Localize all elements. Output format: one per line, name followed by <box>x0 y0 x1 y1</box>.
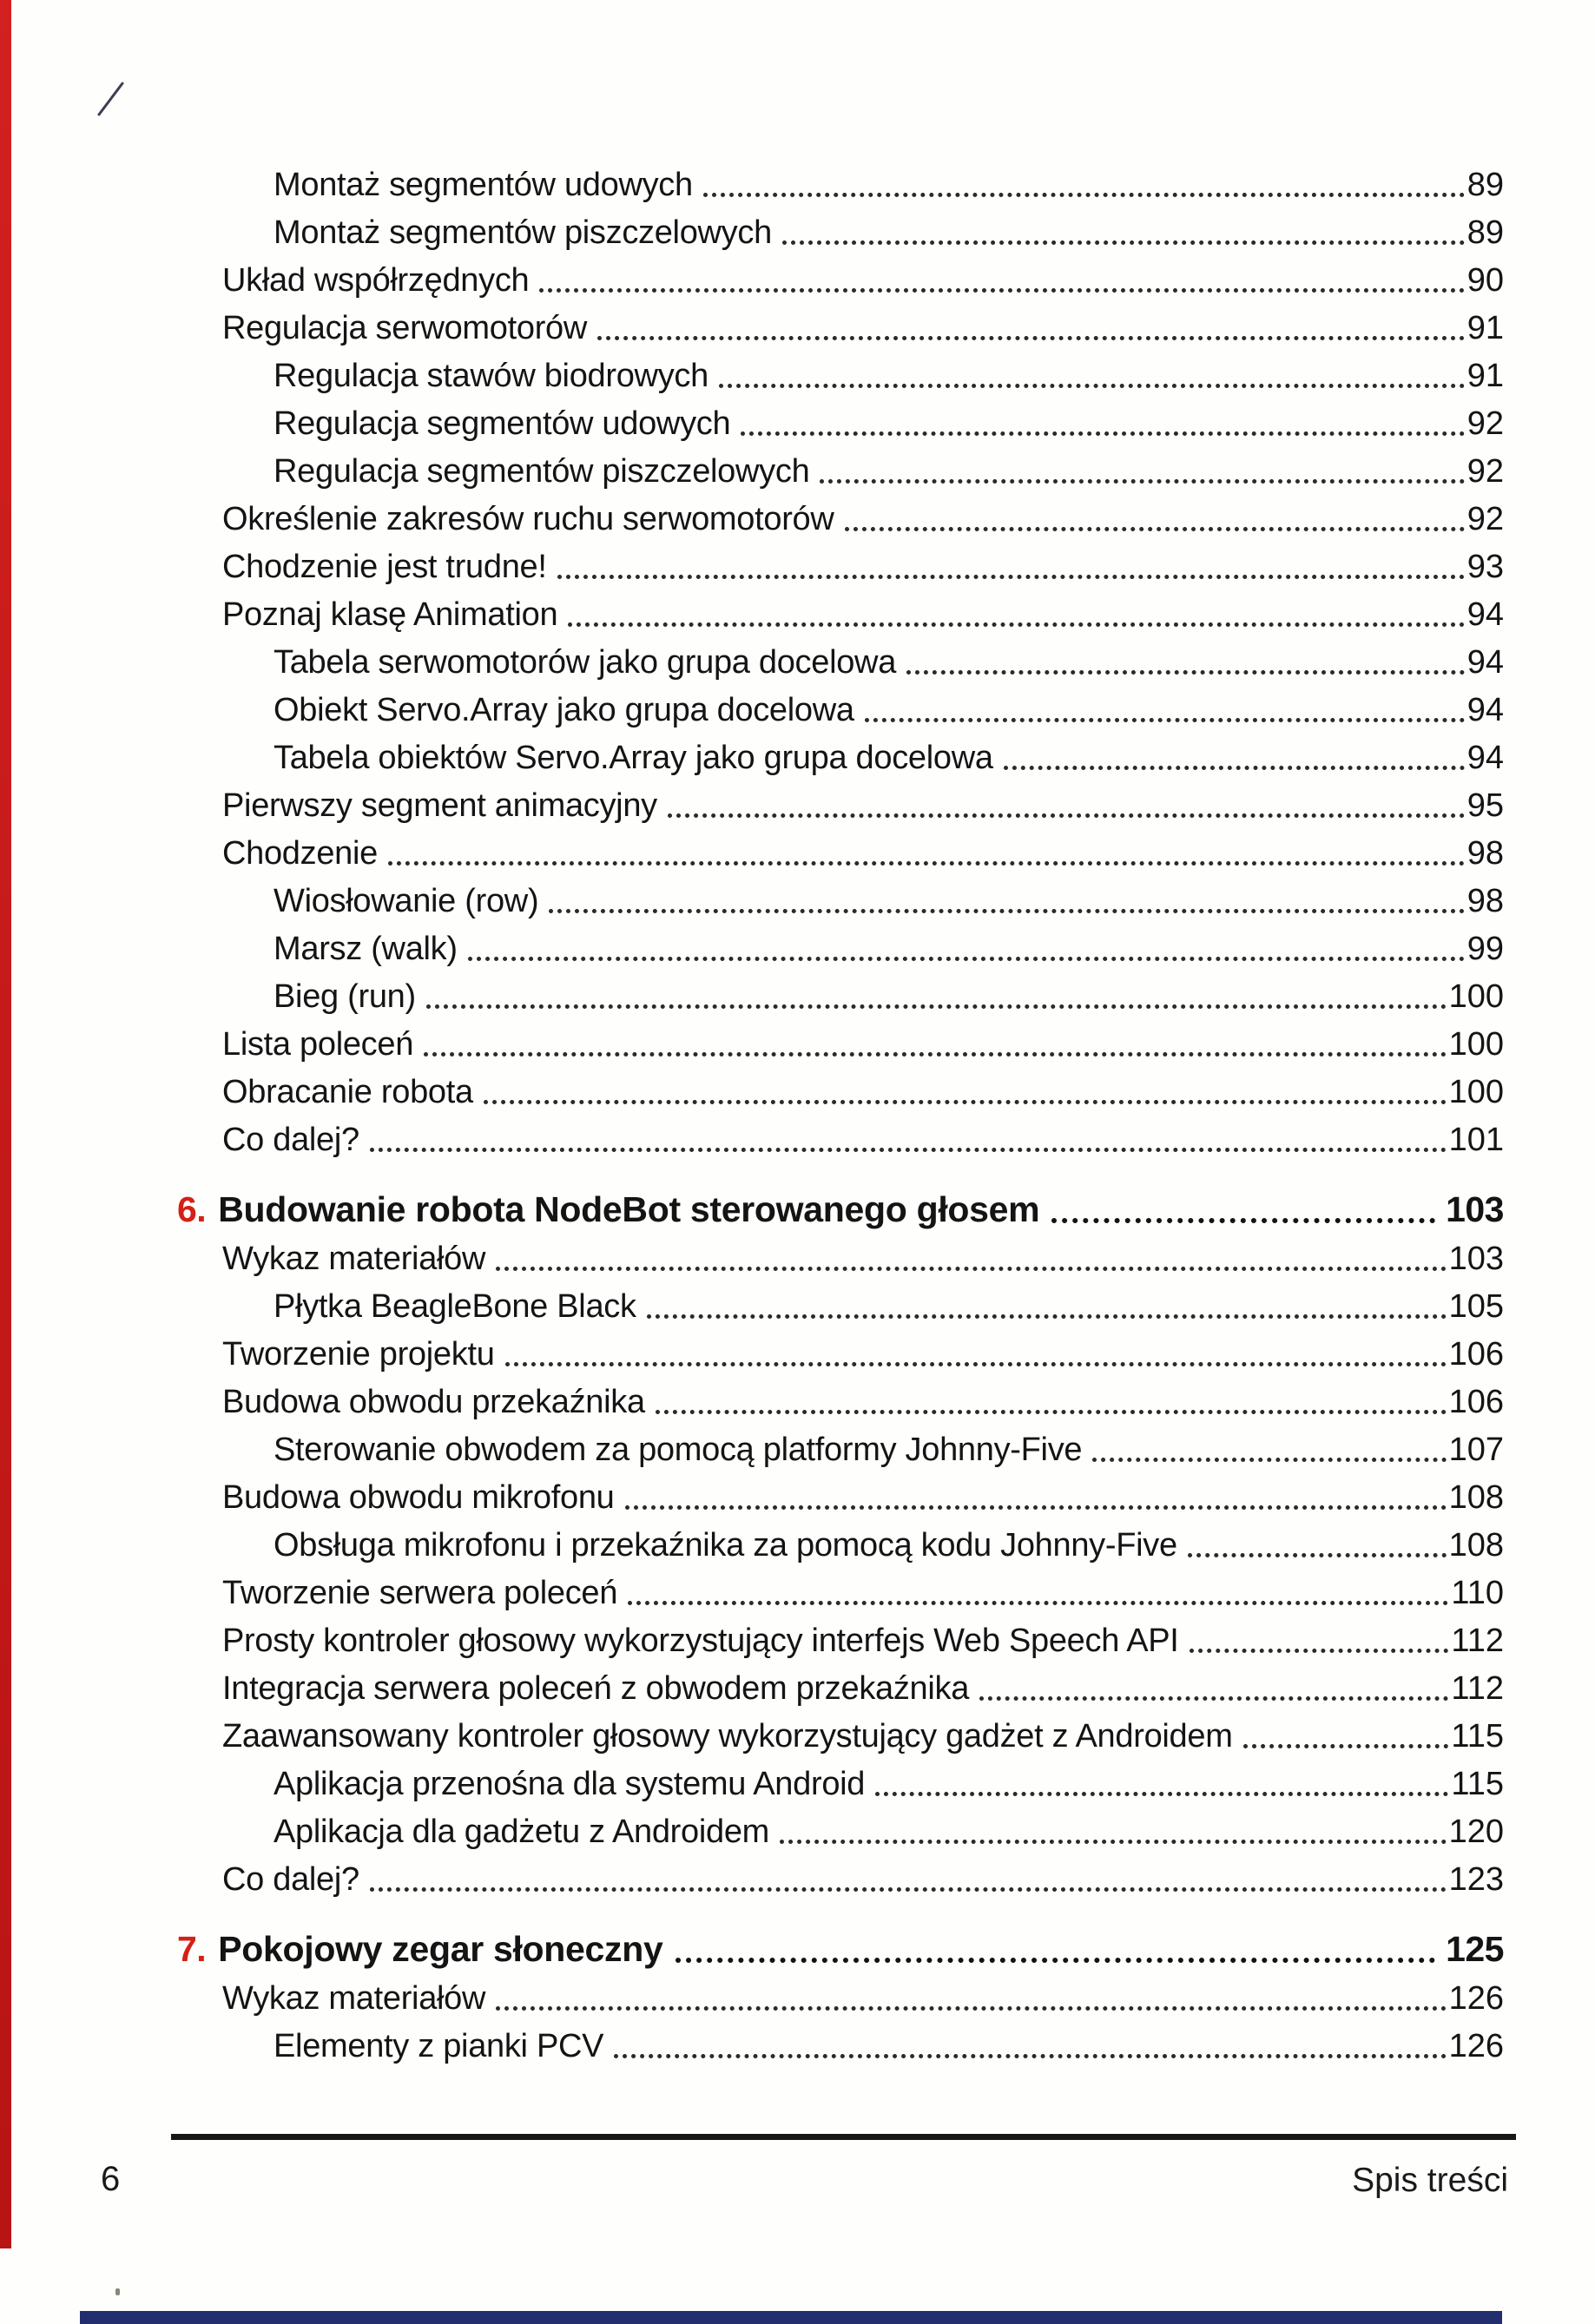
toc-page-number: 115 <box>1451 1718 1504 1755</box>
toc-entry-label: Wiosłowanie (row) <box>274 883 539 919</box>
dot-leader <box>656 1410 1447 1414</box>
chapter-number: 6. <box>177 1189 207 1229</box>
toc-page-number: 90 <box>1466 262 1504 299</box>
toc-page-number: 98 <box>1466 883 1504 919</box>
toc-entry <box>177 1760 1504 1807</box>
dot-leader <box>496 1267 1446 1271</box>
toc-page-number: 110 <box>1451 1575 1504 1611</box>
dot-leader <box>1188 1553 1447 1557</box>
toc-entry-label: Obracanie robota <box>222 1074 473 1110</box>
toc-entry-label: Prosty kontroler głosowy wykorzystujący interfejs Web Speech API <box>222 1623 1179 1659</box>
dot-leader <box>676 1958 1436 1963</box>
toc-entry <box>177 781 1504 829</box>
dot-leader <box>741 431 1464 436</box>
toc-page-number: 89 <box>1466 167 1504 203</box>
toc-entry-label: Co dalej? <box>222 1122 359 1158</box>
toc-entry <box>177 1425 1504 1473</box>
dot-leader <box>875 1792 1448 1796</box>
toc-entry <box>177 638 1504 686</box>
toc-page-number: 94 <box>1466 740 1504 776</box>
toc-entry <box>177 399 1504 447</box>
dot-leader <box>1004 766 1465 770</box>
dot-leader <box>597 336 1465 340</box>
toc-entry <box>177 1807 1504 1855</box>
toc-entry <box>177 304 1504 352</box>
dot-leader <box>625 1505 1447 1510</box>
toc-entry <box>177 1473 1504 1521</box>
toc-entry-label: Montaż segmentów udowych <box>274 167 693 203</box>
toc-page-number: 92 <box>1466 405 1504 442</box>
toc-entry <box>177 1926 1504 1974</box>
toc-entry <box>177 1664 1504 1712</box>
toc-entry-label: Marsz (walk) <box>274 931 458 967</box>
toc-entry-label: Sterowanie obwodem za pomocą platformy Johnny-Five <box>274 1432 1083 1468</box>
dot-leader <box>614 2054 1446 2058</box>
toc-entry <box>177 2022 1504 2070</box>
toc-entry <box>177 1020 1504 1068</box>
dot-leader <box>865 718 1465 722</box>
dot-leader <box>505 1362 1447 1366</box>
toc-entry <box>177 925 1504 972</box>
toc-entry <box>177 829 1504 877</box>
toc-entry <box>177 1282 1504 1330</box>
toc-entry-label: Określenie zakresów ruchu serwomotorów <box>222 501 834 537</box>
toc-entry <box>177 1616 1504 1664</box>
toc-entry <box>177 1234 1504 1282</box>
toc-entry-label: Montaż segmentów piszczelowych <box>274 214 772 251</box>
dot-leader <box>1051 1218 1435 1223</box>
toc-page-number: 99 <box>1466 931 1504 967</box>
toc-entry-label: Płytka BeagleBone Black <box>274 1288 636 1325</box>
dot-leader <box>703 193 1465 197</box>
toc-entry <box>177 686 1504 734</box>
toc-entry <box>177 1855 1504 1903</box>
toc-entry <box>177 543 1504 590</box>
toc-entry <box>177 1187 1504 1234</box>
toc-list <box>177 161 1504 2070</box>
toc-entry-label: Pokojowy zegar słoneczny <box>218 1929 663 1969</box>
toc-page-number: 115 <box>1451 1766 1504 1802</box>
red-scan-edge-strip <box>0 0 11 2248</box>
toc-page-number: 92 <box>1466 453 1504 490</box>
toc-page-number: 112 <box>1451 1623 1504 1659</box>
toc-entry-label: Regulacja segmentów piszczelowych <box>274 453 810 490</box>
toc-page-number: 93 <box>1466 549 1504 585</box>
toc-page-number: 108 <box>1448 1527 1504 1564</box>
toc-entry <box>177 1712 1504 1760</box>
toc-entry <box>177 1068 1504 1116</box>
toc-page-number: 126 <box>1448 1980 1504 2017</box>
chapter-number: 7. <box>177 1929 207 1969</box>
toc-entry-label: Wykaz materiałów <box>222 1980 486 2017</box>
dot-leader <box>780 1840 1447 1844</box>
dot-leader <box>782 240 1465 245</box>
dot-leader <box>370 1887 1447 1892</box>
toc-entry <box>177 1569 1504 1616</box>
toc-entry-label: Integracja serwera poleceń z obwodem przekaźnika <box>222 1670 970 1707</box>
toc-page-number: 126 <box>1448 2028 1504 2064</box>
toc-page-number: 89 <box>1466 214 1504 251</box>
toc-entry <box>177 208 1504 256</box>
toc-entry-label: Budowanie robota NodeBot sterowanego głosem <box>218 1189 1040 1229</box>
toc-entry-label: Tabela serwomotorów jako grupa docelowa <box>274 644 897 681</box>
dot-leader <box>568 622 1464 627</box>
toc-entry-label: Pierwszy segment animacyjny <box>222 787 657 824</box>
toc-entry-label: Regulacja segmentów udowych <box>274 405 731 442</box>
dot-leader <box>647 1314 1447 1319</box>
toc-entry-label: Tabela obiektów Servo.Array jako grupa docelowa <box>274 740 993 776</box>
toc-entry <box>177 590 1504 638</box>
dot-leader <box>370 1148 1447 1152</box>
toc-page-number: 94 <box>1466 596 1504 633</box>
toc-entry-label: Zaawansowany kontroler głosowy wykorzystujący gadżet z Androidem <box>222 1718 1233 1755</box>
dot-leader <box>719 384 1465 388</box>
toc-entry-label: Bieg (run) <box>274 978 416 1015</box>
dot-leader <box>426 1004 1447 1009</box>
footer-rule <box>171 2134 1516 2140</box>
toc-page-number: 100 <box>1448 978 1504 1015</box>
toc-entry <box>177 256 1504 304</box>
dot-leader <box>468 957 1465 961</box>
navy-scan-edge-bar <box>80 2311 1502 2324</box>
toc-entry <box>177 1330 1504 1378</box>
toc-entry <box>177 1116 1504 1163</box>
toc-entry-label: Budowa obwodu mikrofonu <box>222 1479 615 1516</box>
toc-page-number: 101 <box>1448 1122 1504 1158</box>
toc-page-number: 92 <box>1466 501 1504 537</box>
dot-leader <box>1243 1744 1449 1748</box>
dot-leader <box>1092 1458 1446 1462</box>
toc-entry-label: Budowa obwodu przekaźnika <box>222 1384 645 1420</box>
pen-scratch-mark <box>97 82 124 116</box>
toc-entry-label: Wykaz materiałów <box>222 1241 486 1277</box>
toc-entry <box>177 495 1504 543</box>
toc-page-number: 120 <box>1448 1814 1504 1850</box>
toc-entry-label: Aplikacja przenośna dla systemu Android <box>274 1766 866 1802</box>
toc-entry-label: Co dalej? <box>222 1861 359 1898</box>
toc-entry <box>177 734 1504 781</box>
toc-page-number: 103 <box>1446 1189 1504 1229</box>
toc-entry <box>177 352 1504 399</box>
toc-entry-label: Tworzenie serwera poleceń <box>222 1575 618 1611</box>
toc-page-number: 100 <box>1448 1074 1504 1110</box>
toc-entry-label: Tworzenie projektu <box>222 1336 495 1373</box>
toc-page-number: 108 <box>1448 1479 1504 1516</box>
dot-leader <box>979 1696 1448 1701</box>
dot-leader <box>388 861 1465 866</box>
toc-page-number: 91 <box>1466 310 1504 346</box>
toc-entry-label: Układ współrzędnych <box>222 262 530 299</box>
toc-entry-label: Regulacja serwomotorów <box>222 310 588 346</box>
toc-page-number: 95 <box>1466 787 1504 824</box>
dot-leader <box>668 813 1465 818</box>
toc-page-number: 123 <box>1448 1861 1504 1898</box>
toc-entry-label: Chodzenie jest trudne! <box>222 549 547 585</box>
toc-page-number: 112 <box>1451 1670 1504 1707</box>
dot-leader <box>424 1052 1447 1057</box>
toc-entry-label: Poznaj klasę Animation <box>222 596 558 633</box>
toc-page-number: 107 <box>1448 1432 1504 1468</box>
toc-page-number: 100 <box>1448 1026 1504 1063</box>
dot-leader <box>484 1100 1447 1104</box>
dot-leader <box>496 2006 1446 2011</box>
dot-leader <box>557 575 1465 579</box>
toc-entry-label: Elementy z pianki PCV <box>274 2028 604 2064</box>
toc-page-number: 91 <box>1466 358 1504 394</box>
toc-entry <box>177 447 1504 495</box>
page-number: 6 <box>101 2160 121 2198</box>
toc-entry-label: Regulacja stawów biodrowych <box>274 358 709 394</box>
toc-page-number: 94 <box>1466 644 1504 681</box>
toc-entry <box>177 1378 1504 1425</box>
scan-speck <box>115 2288 120 2295</box>
toc-page-number: 106 <box>1448 1336 1504 1373</box>
dot-leader <box>628 1601 1448 1605</box>
toc-page-number: 94 <box>1466 692 1504 728</box>
dot-leader <box>906 670 1465 675</box>
toc-page-number: 105 <box>1448 1288 1504 1325</box>
toc-entry <box>177 972 1504 1020</box>
toc-entry-label: Lista poleceń <box>222 1026 414 1063</box>
toc-page-number: 125 <box>1446 1929 1504 1969</box>
dot-leader <box>549 909 1464 913</box>
toc-entry-label: Obiekt Servo.Array jako grupa docelowa <box>274 692 854 728</box>
toc-entry-label: Obsługa mikrofonu i przekaźnika za pomocą kodu Johnny-Five <box>274 1527 1177 1564</box>
toc-entry <box>177 161 1504 208</box>
toc-page-number: 106 <box>1448 1384 1504 1420</box>
footer-title: Spis treści <box>1352 2162 1508 2199</box>
toc-entry <box>177 877 1504 925</box>
toc-entry <box>177 1521 1504 1569</box>
toc-page-number: 98 <box>1466 835 1504 872</box>
toc-entry <box>177 1974 1504 2022</box>
dot-leader <box>845 527 1465 531</box>
toc-entry-label: Aplikacja dla gadżetu z Androidem <box>274 1814 770 1850</box>
dot-leader <box>1190 1649 1449 1653</box>
dot-leader <box>820 479 1464 484</box>
dot-leader <box>539 288 1464 293</box>
toc-entry-label: Chodzenie <box>222 835 378 872</box>
toc-page-number: 103 <box>1448 1241 1504 1277</box>
